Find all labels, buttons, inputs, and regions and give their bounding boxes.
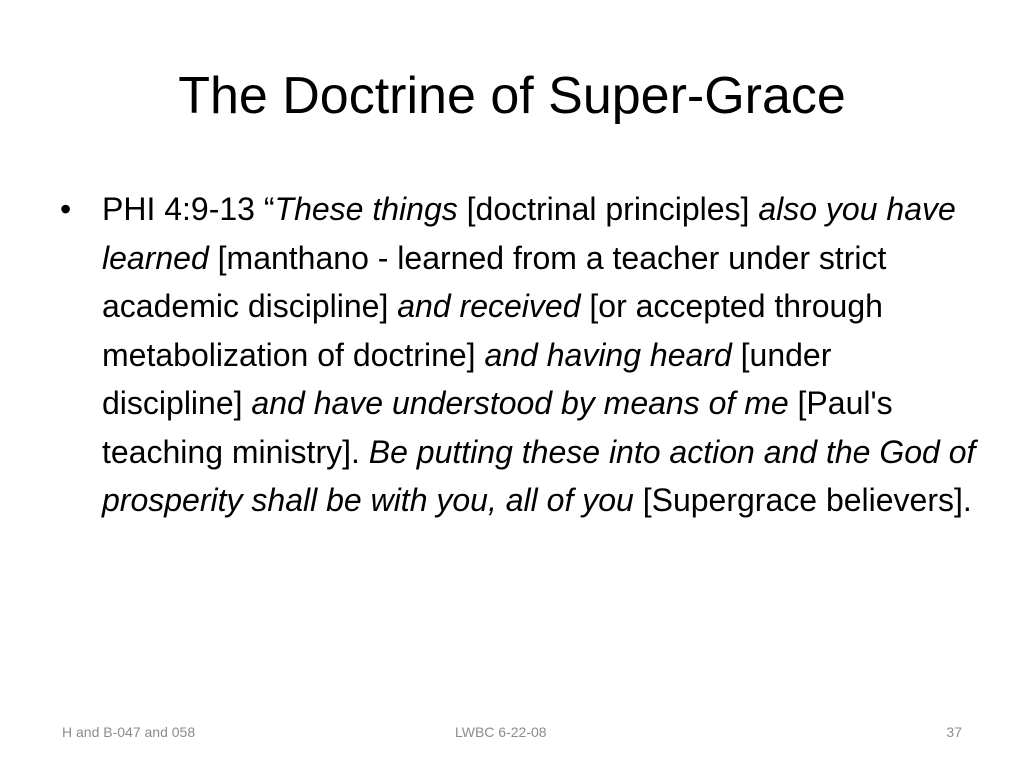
bullet-text (102, 191, 975, 518)
quote-phrase: also you have learned (102, 191, 956, 276)
bullet-icon: • (60, 191, 72, 227)
quote-phrase: and having heard (484, 336, 732, 373)
quote-phrase: and received (397, 288, 581, 324)
bullet-list (60, 185, 980, 525)
quote-phrase: Be putting these into action and the God of prosperity shall be with you, all of you (102, 433, 976, 518)
quote-phrase: and have understood by means of me (251, 385, 789, 421)
footer-left-text: H and B-047 and 058 (62, 724, 196, 740)
scripture-reference: PHI 4:9-13 “ (102, 191, 275, 227)
footer-center-text: LWBC 6-22-08 (455, 724, 547, 740)
commentary-note: [Paul's teaching ministry]. (102, 385, 893, 470)
page-number: 37 (946, 724, 962, 740)
commentary-note: [or accepted through metabolization of doctrine] (102, 288, 883, 373)
slide-title: The Doctrine of Super-Grace (178, 67, 846, 125)
commentary-note: [under discipline] (102, 336, 832, 421)
commentary-note: [manthano - learned from a teacher under strict academic discipline] (102, 239, 887, 324)
commentary-note: [Supergrace believers]. (633, 482, 972, 518)
commentary-note: [doctrinal principles] (457, 191, 759, 227)
bullet-item (60, 185, 980, 525)
quote-phrase: These things (274, 191, 458, 227)
